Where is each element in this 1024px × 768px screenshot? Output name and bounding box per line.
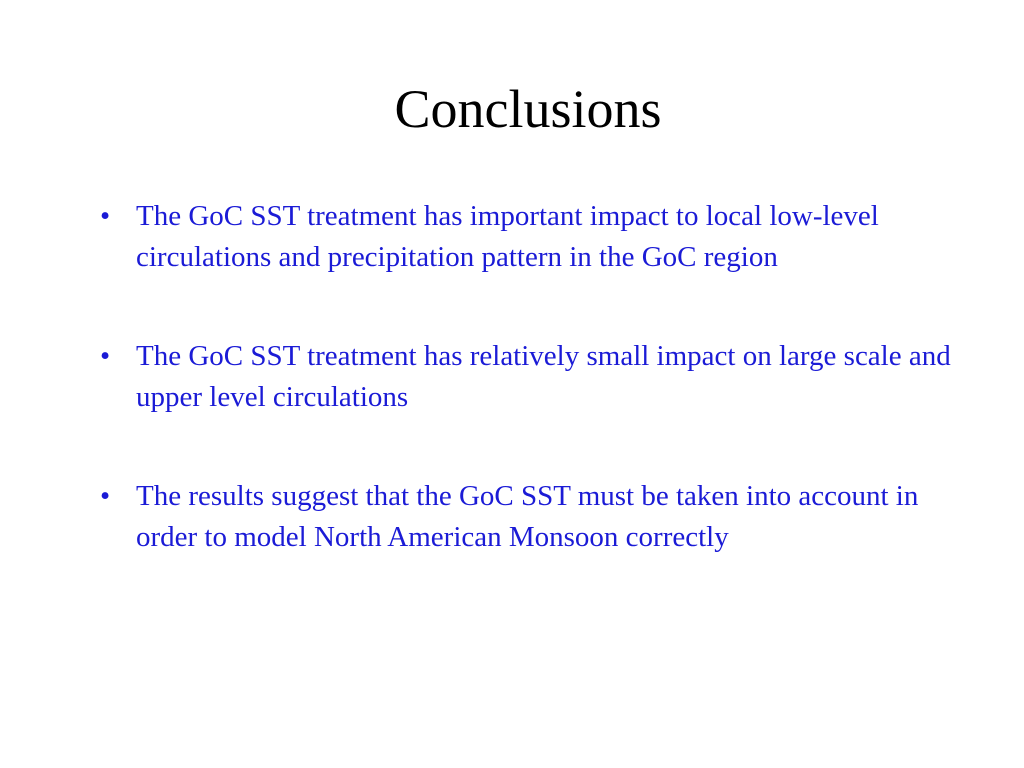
bullet-item [100,476,980,557]
bullet-icon: • [100,200,111,232]
bullet-item [100,336,980,417]
bullet-item [100,196,980,277]
bullet-text: The GoC SST treatment has relatively small impact on large scale and upper level circulations [136,340,951,413]
bullet-icon: • [100,340,111,372]
bullet-text: The GoC SST treatment has important impact to local low-level circulations and precipitation pattern in the GoC region [136,200,879,273]
bullet-text: The results suggest that the GoC SST must be taken into account in order to model North American Monsoon correctly [136,480,919,553]
bullet-icon: • [100,480,111,512]
bullet-list [100,196,980,616]
slide-title: Conclusions [394,79,662,139]
